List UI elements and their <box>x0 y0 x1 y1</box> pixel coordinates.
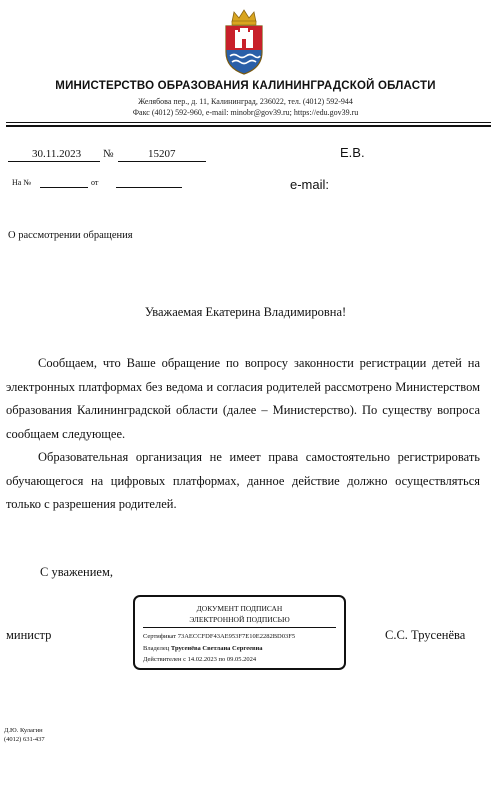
electronic-signature-stamp <box>133 595 346 670</box>
ref-number-blank <box>40 187 88 188</box>
coat-of-arms-icon <box>216 8 272 76</box>
ref-number-label: На № <box>12 178 31 187</box>
valid-from-label: с <box>183 656 186 663</box>
letter-body <box>6 352 480 517</box>
ref-date-blank <box>116 187 182 188</box>
letter-greeting: Уважаемая Екатерина Владимировна! <box>144 305 347 319</box>
stamp-owner <box>143 645 262 652</box>
signer-position: министр <box>6 628 52 642</box>
owner-label: Владелец <box>143 645 170 652</box>
valid-label: Действителен <box>143 656 182 663</box>
ministry-contacts: Факс (4012) 592-960, e-mail: minobr@gov39.ru; https://edu.gov39.ru <box>132 108 359 117</box>
body-paragraph-1: Сообщаем, что Ваше обращение по вопросу законности регистрации детей на электронных платформах без ведома и согласия родителей рассмотрено Министерством образования Калининградской области (далее – Министерство). По существу вопроса сообщаем следующее. <box>6 356 480 441</box>
header-rule-thick <box>6 125 491 127</box>
executor-name: Д.Ю. Кулагин <box>4 727 43 734</box>
ministry-title: МИНИСТЕРСТВО ОБРАЗОВАНИЯ КАЛИНИНГРАДСКОЙ ОБЛАСТИ <box>55 80 436 92</box>
letter-subject: О рассмотрении обращения <box>8 230 133 241</box>
stamp-heading-1: ДОКУМЕНТ ПОДПИСАН <box>196 604 283 613</box>
signer-name: С.С. Трусенёва <box>385 628 466 642</box>
closing-regards: С уважением, <box>40 565 113 579</box>
header-rule-thin <box>6 122 491 123</box>
number-underline <box>118 161 206 162</box>
stamp-divider <box>143 627 336 628</box>
valid-from: 14.02.2023 <box>187 656 217 663</box>
letter-date: 30.11.2023 <box>32 148 82 160</box>
letter-number: 15207 <box>148 148 176 160</box>
ministry-address: Желябова пер., д. 11, Калининград, 236022, тел. (4012) 592-944 <box>138 97 353 106</box>
stamp-heading-2: ЭЛЕКТРОННОЙ ПОДПИСЬЮ <box>189 615 290 624</box>
stamp-certificate <box>143 633 295 640</box>
valid-to: 09.05.2024 <box>226 656 257 663</box>
recipient-email-label: e-mail: <box>290 177 330 192</box>
stamp-validity <box>143 656 256 663</box>
ref-from-label: от <box>91 178 99 187</box>
number-sign: № <box>103 148 114 160</box>
body-paragraph-2: Образовательная организация не имеет права самостоятельно регистрировать обучающегося на цифровых платформах, данное действие должно осуществляться только с разрешения родителей. <box>6 450 480 511</box>
owner-value: Трусенёва Светлана Сергеевна <box>170 645 263 652</box>
executor-phone: (4012) 631-437 <box>4 736 45 743</box>
cert-value: 73AECCFDF43AE953F7E10E2282BD03F5 <box>177 633 296 640</box>
recipient-name: Е.В. <box>340 145 365 160</box>
cert-label: Сертификат <box>143 633 177 640</box>
valid-to-label: по <box>218 656 226 663</box>
date-underline <box>8 161 100 162</box>
